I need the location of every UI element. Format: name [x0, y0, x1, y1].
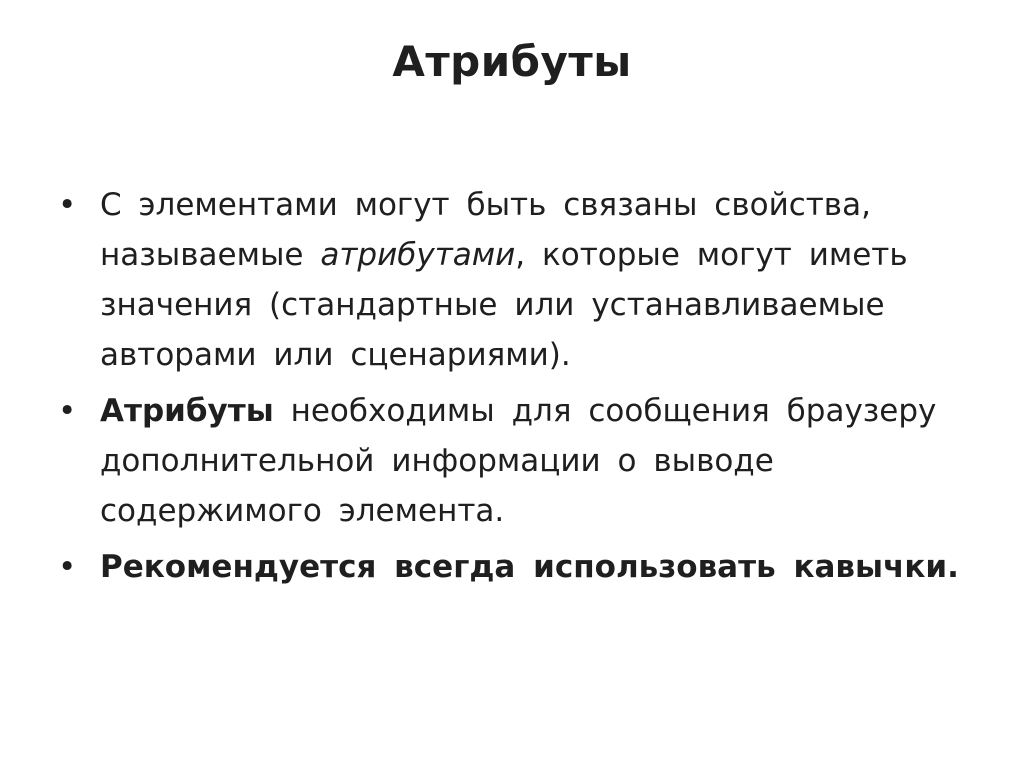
bullet-text	[100, 386, 978, 536]
bullet-text-part: необходимы для сообщения браузеру дополнительной информации о выводе содержимого элемента.	[100, 393, 937, 529]
bullet-item	[58, 386, 978, 536]
slide-title: Атрибуты	[392, 37, 632, 86]
bullet-text-part: , которые могут иметь значения (стандартные или устанавливаемые авторами или сценариями).	[100, 237, 908, 373]
bullet-marker: •	[58, 549, 77, 585]
emphasized-term: атрибутами	[320, 237, 516, 273]
bullet-marker: •	[58, 187, 77, 223]
bullet-item	[58, 542, 978, 592]
bullet-text-part: С элементами могут быть связаны свойства, называемые	[100, 187, 871, 273]
bullet-text: Рекомендуется всегда использовать кавычки.	[100, 549, 959, 585]
bullet-marker: •	[58, 393, 77, 429]
bold-term: Атрибуты	[100, 393, 274, 429]
bullet-item	[58, 180, 978, 380]
bullet-text	[100, 180, 978, 380]
bullet-list	[58, 180, 978, 598]
